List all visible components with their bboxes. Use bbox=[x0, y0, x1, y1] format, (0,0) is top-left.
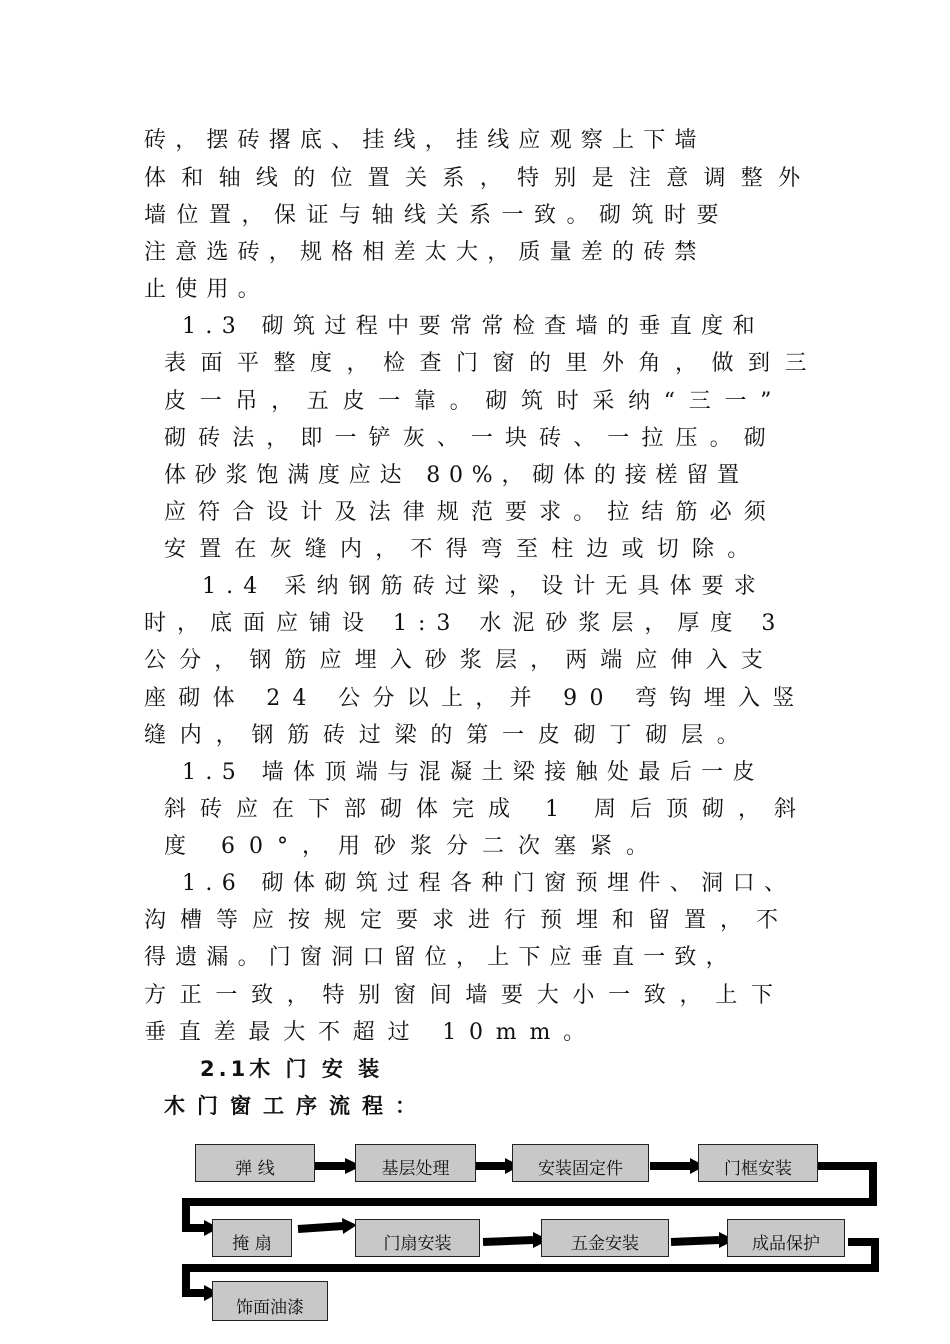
text-line: 度 60°，用砂浆分二次塞紧。 bbox=[164, 834, 662, 859]
flow-step bbox=[727, 1219, 845, 1257]
flow-step-label: 饰面油漆 bbox=[236, 1298, 304, 1318]
flow-step bbox=[212, 1219, 292, 1257]
connector-line bbox=[483, 1240, 533, 1242]
flow-step-label: 安装固定件 bbox=[538, 1159, 623, 1179]
text-line: 1.6 砌体砌筑过程各种门窗预埋件、洞口、 bbox=[182, 871, 796, 896]
connector-line bbox=[298, 1226, 343, 1229]
text-line: 1.3 砌筑过程中要常常检查墙的垂直度和 bbox=[182, 314, 764, 339]
text-line: 砖，摆砖撂底、挂线，挂线应观察上下墙 bbox=[144, 128, 706, 153]
text-line: 安置在灰缝内，不得弯至柱边或切除。 bbox=[164, 537, 763, 562]
connector-line bbox=[671, 1240, 719, 1242]
text-line: 1.4 采纳钢筋砖过梁，设计无具体要求 bbox=[202, 574, 766, 599]
text-line: 体和轴线的位置关系，特别是注意调整外 bbox=[144, 166, 816, 191]
flow-step-label: 基层处理 bbox=[381, 1159, 450, 1179]
text-line: 缝内，钢筋砖过梁的第一皮砌丁砌层。 bbox=[144, 723, 753, 748]
text-line: 应符合设计及法律规范要求。拉结筋必须 bbox=[164, 500, 778, 525]
text-line: 时，底面应铺设 1:3 水泥砂浆层，厚度 3 bbox=[144, 611, 787, 636]
text-line: 皮一吊，五皮一靠。砌筑时采纳“三一” bbox=[164, 389, 786, 414]
flow-step bbox=[512, 1144, 649, 1182]
flow-step bbox=[541, 1219, 669, 1257]
text-line: 砌砖法，即一铲灰、一块砖、一拉压。砌 bbox=[164, 426, 778, 451]
text-line: 表面平整度，检查门窗的里外角，做到三 bbox=[164, 351, 822, 376]
text-line: 方正一致，特别窗间墙要大小一致，上下 bbox=[144, 983, 787, 1008]
flow-step-label: 门扇安装 bbox=[383, 1234, 452, 1254]
text-line: 止使用。 bbox=[144, 277, 269, 302]
text-line: 公分，钢筋应埋入砂浆层，两端应伸入支 bbox=[144, 648, 776, 673]
text-line: 斜砖应在下部砌体完成 1 周后顶砌，斜 bbox=[164, 797, 810, 822]
flow-step bbox=[355, 1219, 480, 1257]
flow-step bbox=[698, 1144, 818, 1182]
text-line: 墙位置，保证与轴线关系一致。砌筑时要 bbox=[144, 203, 730, 228]
flow-step-label: 门框安装 bbox=[724, 1159, 792, 1179]
text-line: 1.5 墙体顶端与混凝土梁接触处最后一皮 bbox=[182, 760, 764, 785]
section-heading: 2.1木 门 安 装 bbox=[200, 1057, 384, 1081]
text-line: 得遗漏。门窗洞口留位，上下应垂直一致， bbox=[144, 945, 737, 970]
flow-heading: 木门窗工序流程： bbox=[164, 1094, 428, 1118]
text-line: 注意选砖，规格相差太大，质量差的砖禁 bbox=[144, 240, 706, 265]
flow-step-label: 五金安装 bbox=[571, 1234, 639, 1254]
flow-step bbox=[195, 1144, 315, 1182]
flow-step bbox=[355, 1144, 476, 1182]
text-line: 垂直差最大不超过 10mm。 bbox=[144, 1020, 598, 1045]
flow-step-label: 弹 线 bbox=[235, 1159, 275, 1179]
flow-step bbox=[212, 1281, 328, 1321]
text-line: 沟槽等应按规定要求进行预埋和留置，不 bbox=[144, 908, 793, 933]
text-line: 座砌体 24 公分以上，并 90 弯钩埋入竖 bbox=[144, 686, 807, 711]
flow-step-label: 掩 扇 bbox=[232, 1234, 272, 1254]
text-line: 体砂浆饱满度应达 80%，砌体的接槎留置 bbox=[164, 463, 748, 488]
flow-step-label: 成品保护 bbox=[752, 1234, 820, 1254]
